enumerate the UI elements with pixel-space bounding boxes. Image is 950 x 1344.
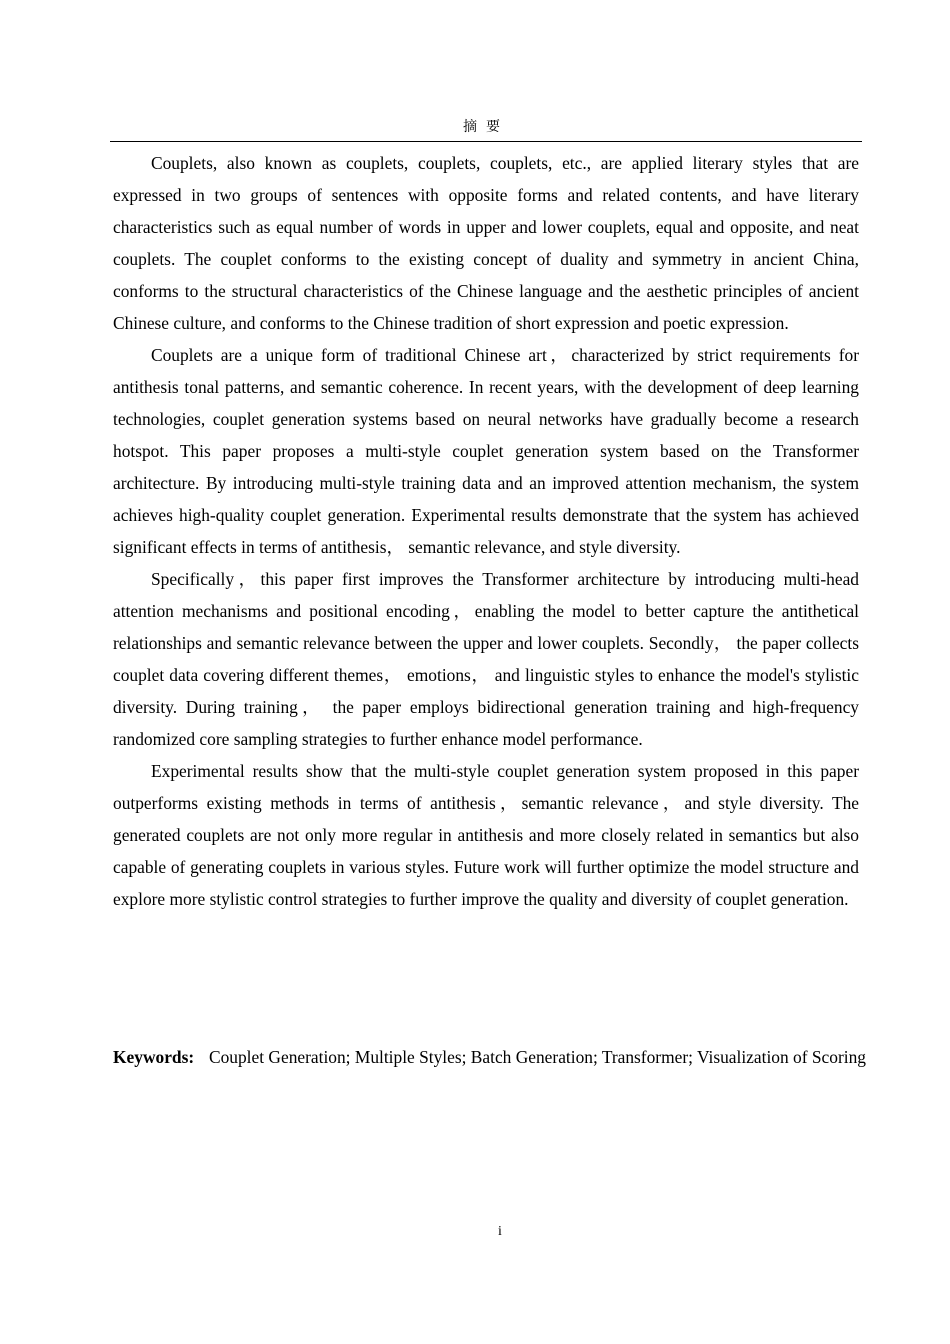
keywords-list: Couplet Generation; Multiple Styles; Batch Generation; Transformer; Visualization of Scoring bbox=[209, 1047, 866, 1067]
header-divider bbox=[110, 141, 862, 142]
abstract-body bbox=[113, 147, 859, 915]
abstract-paragraph-2: Couplets are a unique form of traditional Chinese art，characterized by strict requirements for antithesis tonal patterns, and semantic coherence. In recent years, with the development of deep learning technologies, couplet generation systems based on neural networks have gradually become a research hotspot. This paper proposes a multi-style couplet generation system based on the Transformer architecture. By introducing multi-style training data and an improved attention mechanism, the system achieves high-quality couplet generation. Experimental results demonstrate that the system has achieved significant effects in terms of antithesis， semantic relevance, and style diversity. bbox=[113, 345, 859, 557]
abstract-paragraph-1: Couplets, also known as couplets, couplets, couplets, etc., are applied literary styles that are expressed in two groups of sentences with opposite forms and related contents, and have literary characteristics such as equal number of words in upper and lower couplets, equal and opposite, and neat couplets. The couplet conforms to the existing concept of duality and symmetry in ancient China, conforms to the structural characteristics of the Chinese language and the aesthetic principles of ancient Chinese culture, and conforms to the Chinese tradition of short expression and poetic expression. bbox=[113, 153, 859, 333]
keywords-section bbox=[113, 1041, 883, 1073]
keywords-label: Keywords: bbox=[113, 1047, 195, 1067]
page-number: i bbox=[498, 1224, 502, 1239]
page-header-title: 摘要 bbox=[463, 120, 509, 135]
abstract-paragraph-3: Specifically，this paper first improves the Transformer architecture by introducing multi-head attention mechanisms and positional encoding，enabling the model to better capture the antithetical relationships and semantic relevance between the upper and lower couplets. Secondly， the paper collects couplet data covering different themes， emotions， and linguistic styles to enhance the model's stylistic diversity. During training， the paper employs bidirectional generation training and high-frequency randomized core sampling strategies to further enhance model performance. bbox=[113, 569, 859, 749]
abstract-paragraph-4: Experimental results show that the multi-style couplet generation system proposed in this paper outperforms existing methods in terms of antithesis，semantic relevance，and style diversity. The generated couplets are not only more regular in antithesis and more closely related in semantics but also capable of generating couplets in various styles. Future work will further optimize the model structure and explore more stylistic control strategies to further improve the quality and diversity of couplet generation. bbox=[113, 761, 859, 909]
